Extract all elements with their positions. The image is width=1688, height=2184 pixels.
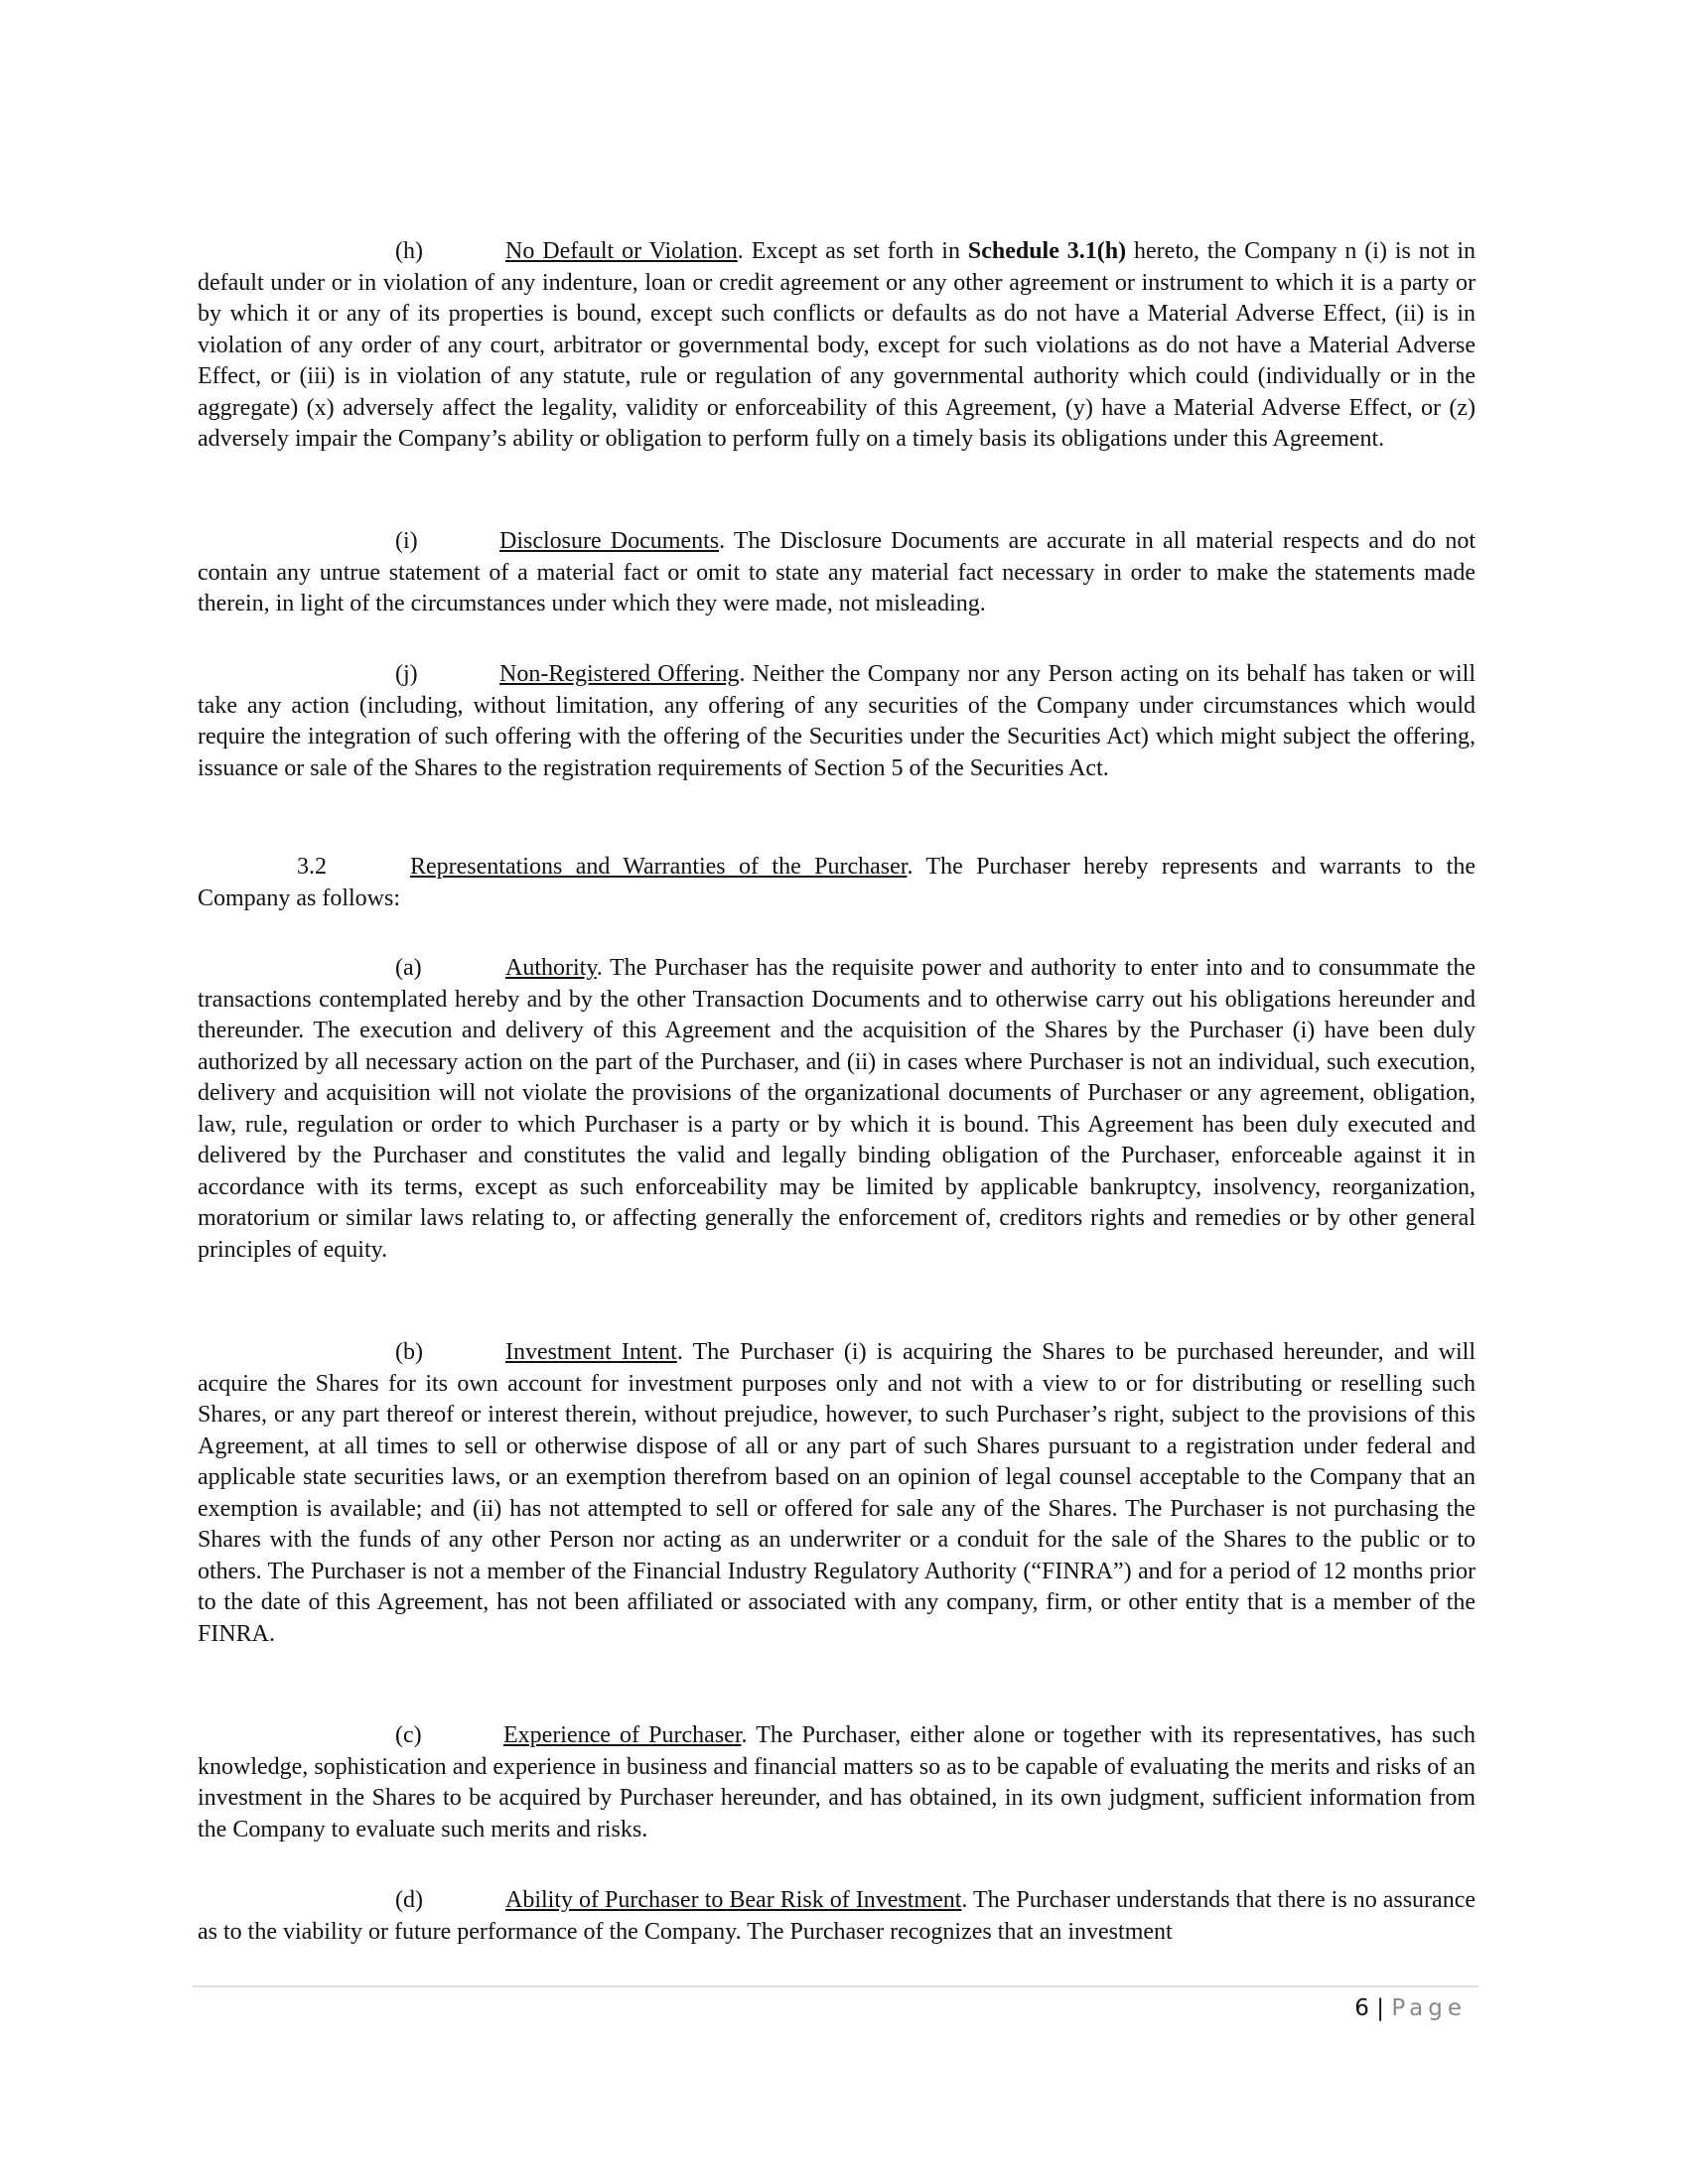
- footer-separator: |: [1368, 1995, 1392, 2021]
- section-heading: Representations and Warranties of the Purchaser: [410, 854, 908, 880]
- footer-divider: [193, 1985, 1478, 1987]
- item-number: (h): [395, 238, 423, 264]
- page-label: Page: [1391, 1995, 1467, 2021]
- section-heading: Ability of Purchaser to Bear Risk of Investment: [505, 1887, 962, 1913]
- page-number: 6: [1354, 1995, 1369, 2021]
- body-text: . The Disclosure Documents are accurate in all material respects and do not contain any untrue statement of a material fact or omit to state any material fact necessary in order to make the statements made therein, in light of the circumstances under which they were made, not misleading.: [198, 528, 1476, 616]
- body-text: . The Purchaser hereby represents and warrants to the Company as follows:: [198, 854, 1476, 911]
- section-3-2: [198, 852, 1476, 914]
- section-number: 3.2: [297, 854, 327, 880]
- page-footer: [1354, 1995, 1467, 2021]
- body-text: . The Purchaser, either alone or together with its representatives, has such knowledge, sophistication and experience in business and financial matters so as to be capable of evaluating the merits and risks of an investment in the Shares to be acquired by Purchaser hereunder, and has obtained, in its own judgment, sufficient information from the Company to evaluate such merits and risks.: [198, 1722, 1476, 1843]
- section-c: [198, 1720, 1476, 1845]
- section-i: [198, 526, 1476, 620]
- section-a: [198, 953, 1476, 1266]
- section-j: [198, 659, 1476, 784]
- item-number: (j): [395, 661, 418, 687]
- body-text: . The Purchaser understands that there is no assurance as to the viability or future performance of the Company. The Purchaser recognizes that an investment: [198, 1887, 1476, 1945]
- body-text: . Neither the Company nor any Person acting on its behalf has taken or will take any action (including, without limitation, any offering of any securities of the Company under circumstances which would require the integration of such offering with the offering of the Securities under the Securities Act) which might subject the offering, issuance or sale of the Shares to the registration requirements of Section 5 of the Securities Act.: [198, 661, 1476, 781]
- section-d: [198, 1885, 1476, 1948]
- item-number: (i): [395, 528, 418, 554]
- section-b: [198, 1337, 1476, 1650]
- section-heading: No Default or Violation: [505, 238, 738, 264]
- schedule-reference: Schedule 3.1(h): [967, 238, 1127, 264]
- body-text: . The Purchaser has the requisite power and authority to enter into and to consummate the transactions contemplated hereby and by the other Transaction Documents and to otherwise carry out his obligations hereunder and thereunder. The execution and delivery of this Agreement and the acquisition of the Shares by the Purchaser (i) have been duly authorized by all necessary action on the part of the Purchaser, and (ii) in cases where Purchaser is not an individual, such execution, delivery and acquisition will not violate the provisions of the organizational documents of Purchaser or any agreement, obligation, law, rule, regulation or order to which Purchaser is a party or by which it is bound. This Agreement has been duly executed and delivered by the Purchaser and constitutes the valid and legally binding obligation of the Purchaser, enforceable against it in accordance with its terms, except as such enforceability may be limited by applicable bankruptcy, insolvency, reorganization, moratorium or similar laws relating to, or affecting generally the enforcement of, creditors rights and remedies or by other general principles of equity.: [198, 955, 1476, 1263]
- section-heading: Disclosure Documents: [499, 528, 720, 554]
- body-text: . Except as set forth in: [737, 238, 968, 264]
- section-heading: Non-Registered Offering: [499, 661, 740, 687]
- item-number: (a): [395, 955, 422, 981]
- section-heading: Experience of Purchaser: [503, 1722, 742, 1748]
- section-h: [198, 236, 1476, 456]
- item-number: (c): [395, 1722, 422, 1748]
- body-text: hereto, the Company n (i) is not in default under or in violation of any indenture, loan or credit agreement or any other agreement or instrument to which it is a party or by which it or any of its properties is bound, except such conflicts or defaults as do not have a Material Adverse Effect, (ii) is in violation of any order of any court, arbitrator or governmental body, except for such violations as do not have a Material Adverse Effect, or (iii) is in violation of any statute, rule or regulation of any governmental authority which could (individually or in the aggregate) (x) adversely affect the legality, validity or enforceability of this Agreement, (y) have a Material Adverse Effect, or (z) adversely impair the Company’s ability or obligation to perform fully on a timely basis its obligations under this Agreement.: [198, 238, 1476, 452]
- item-number: (d): [395, 1887, 423, 1913]
- section-heading: Investment Intent: [505, 1339, 677, 1365]
- section-heading: Authority: [505, 955, 597, 981]
- item-number: (b): [395, 1339, 423, 1365]
- body-text: . The Purchaser (i) is acquiring the Shares to be purchased hereunder, and will acquire the Shares for its own account for investment purposes only and not with a view to or for distributing or reselling such Shares, or any part thereof or interest therein, without prejudice, however, to such Purchaser’s right, subject to the provisions of this Agreement, at all times to sell or otherwise dispose of all or any part of such Shares pursuant to a registration under federal and applicable state securities laws, or an exemption therefrom based on an opinion of legal counsel acceptable to the Company that an exemption is available; and (ii) has not attempted to sell or offered for sale any of the Shares. The Purchaser is not purchasing the Shares with the funds of any other Person nor acting as an underwriter or a conduit for the sale of the Shares to the public or to others. The Purchaser is not a member of the Financial Industry Regulatory Authority (“FINRA”) and for a period of 12 months prior to the date of this Agreement, has not been affiliated or associated with any company, firm, or other entity that is a member of the FINRA.: [198, 1339, 1477, 1647]
